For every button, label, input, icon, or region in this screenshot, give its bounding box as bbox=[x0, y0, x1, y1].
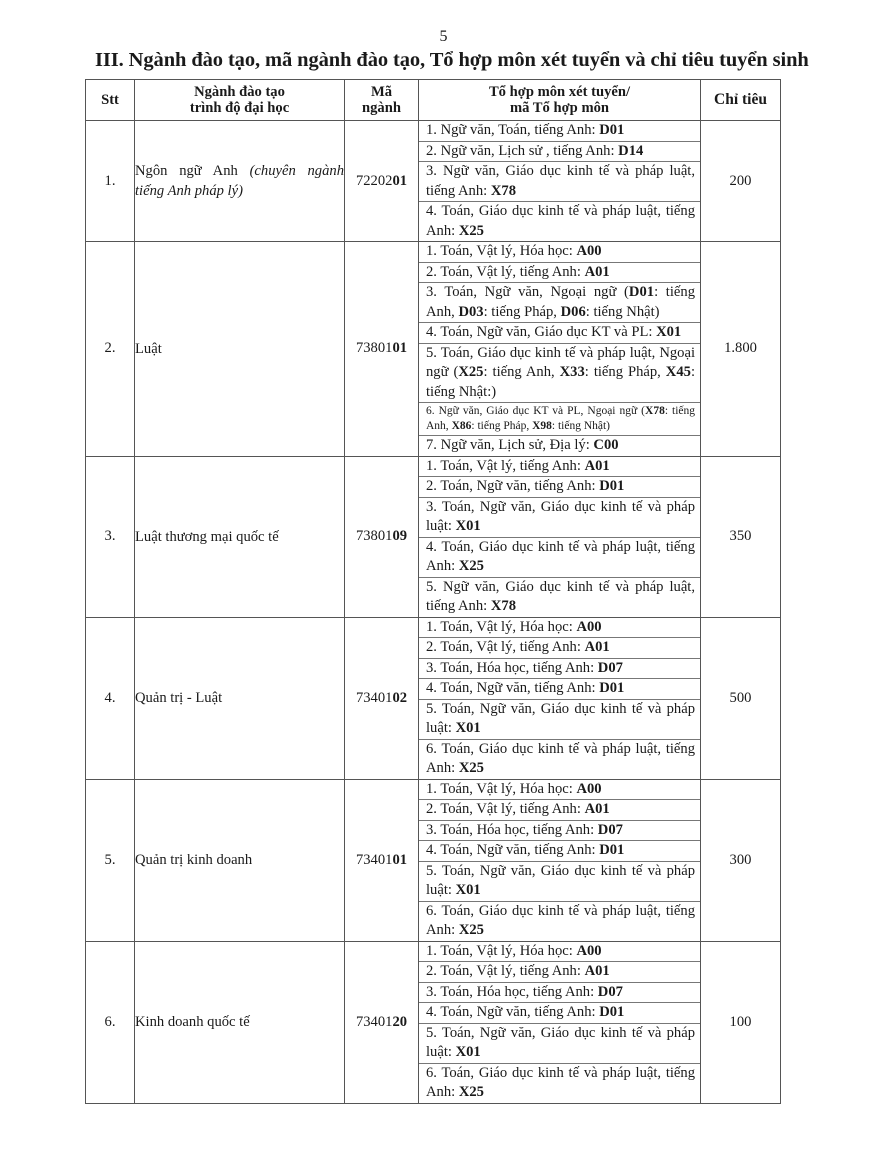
combo-item bbox=[419, 262, 700, 283]
header-quota bbox=[701, 80, 781, 121]
combo-text: 4. Toán, Giáo dục kinh tế và pháp luật, tiếng Anh: bbox=[426, 203, 695, 239]
combo-item bbox=[419, 161, 700, 201]
combo-item bbox=[419, 678, 700, 699]
combo-code: A00 bbox=[576, 243, 602, 259]
combo-code: X33 bbox=[559, 364, 585, 380]
major-code-suffix: 01 bbox=[392, 340, 408, 357]
row-major-name bbox=[135, 242, 345, 457]
combo-code: X01 bbox=[455, 518, 481, 534]
row-quota: 300 bbox=[701, 779, 781, 941]
combo-text: 6. Ngữ văn, Giáo dục KT và PL, Ngoại ngữ ( bbox=[426, 405, 646, 417]
combo-code: D07 bbox=[597, 821, 623, 838]
combo-text: : tiếng Nhật) bbox=[551, 420, 611, 432]
combo-text: : tiếng Anh, bbox=[426, 284, 695, 320]
table-header bbox=[86, 80, 781, 121]
major-code-prefix: 73401 bbox=[355, 851, 393, 868]
combo-text: 5. Toán, Ngữ văn, Giáo dục kinh tế và pháp luật: bbox=[426, 862, 695, 898]
combo-code: A01 bbox=[584, 639, 610, 655]
combo-item bbox=[419, 840, 700, 861]
row-combos bbox=[419, 242, 701, 457]
row-major-code bbox=[345, 941, 419, 1103]
row-stt: 6. bbox=[86, 941, 135, 1103]
combo-text: 3. Toán, Ngữ văn, Giáo dục kinh tế và pháp luật: bbox=[426, 498, 695, 534]
row-major-code bbox=[345, 779, 419, 941]
major-code-prefix: 73801 bbox=[355, 340, 393, 357]
combo-text: 2. Toán, Vật lý, tiếng Anh: bbox=[426, 963, 585, 979]
combo-text: 6. Toán, Giáo dục kinh tế và pháp luật, tiếng Anh: bbox=[426, 740, 695, 776]
row-stt: 2. bbox=[86, 242, 135, 457]
combo-text: 2. Toán, Vật lý, tiếng Anh: bbox=[426, 639, 585, 655]
row-quota: 1.800 bbox=[701, 242, 781, 457]
combo-code: X98 bbox=[532, 420, 552, 432]
row-major-code bbox=[345, 121, 419, 242]
combo-item bbox=[419, 820, 700, 841]
combo-text: 5. Toán, Ngữ văn, Giáo dục kinh tế và pháp luật: bbox=[426, 1024, 695, 1060]
row-stt: 1. bbox=[86, 121, 135, 242]
row-major-code bbox=[345, 456, 419, 617]
combo-item bbox=[419, 476, 700, 497]
header-major-line1: Ngành đào tạo bbox=[194, 84, 285, 100]
combo-text: : tiếng Anh, bbox=[483, 364, 560, 380]
major-code-suffix: 01 bbox=[392, 851, 408, 868]
header-combo bbox=[419, 80, 701, 121]
combo-text: 3. Toán, Hóa học, tiếng Anh: bbox=[426, 821, 598, 838]
combo-code: D01 bbox=[628, 284, 655, 300]
combo-code: D01 bbox=[599, 478, 625, 494]
combo-item bbox=[419, 121, 700, 141]
row-major-name bbox=[135, 617, 345, 779]
combo-text: 4. Toán, Ngữ văn, Giáo dục KT và PL: bbox=[426, 324, 657, 340]
admission-table bbox=[85, 79, 781, 1104]
combo-item bbox=[419, 497, 700, 537]
combo-item bbox=[419, 961, 700, 982]
combo-item bbox=[419, 658, 700, 679]
combo-code: A01 bbox=[584, 263, 610, 280]
row-major-name bbox=[135, 779, 345, 941]
combo-code: X25 bbox=[458, 364, 484, 380]
combo-item bbox=[419, 343, 700, 403]
major-code-prefix: 73401 bbox=[355, 1013, 393, 1030]
combo-item bbox=[419, 1063, 700, 1103]
combo-item bbox=[419, 282, 700, 322]
row-major-name bbox=[135, 941, 345, 1103]
table-body bbox=[86, 121, 781, 1104]
major-note: (chuyên ngành tiếng Anh pháp lý) bbox=[135, 163, 344, 199]
combo-code: C00 bbox=[593, 437, 619, 453]
header-row bbox=[86, 80, 781, 121]
header-code-line1: Mã bbox=[370, 84, 393, 100]
combo-text: : tiếng Anh, bbox=[426, 405, 695, 432]
header-stt-label: Stt bbox=[101, 92, 119, 108]
major-name: Quản trị - Luật bbox=[135, 690, 223, 706]
combo-item bbox=[419, 901, 700, 941]
row-combos bbox=[419, 941, 701, 1103]
row-quota: 350 bbox=[701, 456, 781, 617]
combo-text: 2. Toán, Vật lý, tiếng Anh: bbox=[426, 801, 585, 817]
combo-code: X25 bbox=[458, 558, 484, 574]
table-row bbox=[86, 456, 781, 617]
combo-item bbox=[419, 322, 700, 343]
combo-item bbox=[419, 1002, 700, 1023]
combo-item bbox=[419, 457, 700, 477]
combo-item bbox=[419, 141, 700, 162]
row-combos bbox=[419, 617, 701, 779]
combo-code: X78 bbox=[645, 405, 665, 417]
combo-text: : tiếng Pháp, bbox=[471, 420, 533, 432]
major-code-suffix: 01 bbox=[392, 172, 408, 189]
header-stt bbox=[86, 80, 135, 121]
header-combo-line1: Tổ hợp môn xét tuyển/ bbox=[488, 84, 631, 100]
row-stt: 5. bbox=[86, 779, 135, 941]
major-code-suffix: 09 bbox=[392, 528, 408, 544]
major-code-prefix: 73801 bbox=[355, 528, 393, 544]
combo-text: 1. Toán, Vật lý, Hóa học: bbox=[426, 780, 577, 797]
combo-item bbox=[419, 699, 700, 739]
combo-text: 2. Toán, Ngữ văn, tiếng Anh: bbox=[426, 478, 600, 494]
combo-item bbox=[419, 1023, 700, 1063]
combo-text: 3. Ngữ văn, Giáo dục kinh tế và pháp luật, tiếng Anh: bbox=[426, 163, 695, 199]
combo-item bbox=[419, 799, 700, 820]
combo-code: A00 bbox=[576, 942, 602, 959]
row-stt: 4. bbox=[86, 617, 135, 779]
combo-text: 4. Toán, Ngữ văn, tiếng Anh: bbox=[426, 1004, 600, 1020]
combo-code: A00 bbox=[576, 780, 602, 797]
combo-text: : tiếng Pháp, bbox=[584, 364, 666, 380]
header-major bbox=[135, 80, 345, 121]
combo-text: : tiếng Nhật:) bbox=[426, 364, 695, 400]
combo-text: 6. Toán, Giáo dục kinh tế và pháp luật, tiếng Anh: bbox=[426, 1064, 695, 1100]
combo-code: A01 bbox=[584, 457, 610, 474]
combo-text: : tiếng Nhật) bbox=[585, 303, 660, 320]
combo-text: 5. Toán, Ngữ văn, Giáo dục kinh tế và pháp luật: bbox=[426, 700, 695, 736]
combo-item bbox=[419, 201, 700, 241]
major-code-suffix: 02 bbox=[392, 689, 408, 706]
row-quota: 100 bbox=[701, 941, 781, 1103]
major-name: Luật bbox=[135, 340, 162, 357]
combo-text: 7. Ngữ văn, Lịch sử, Địa lý: bbox=[426, 437, 594, 453]
combo-text: 3. Toán, Ngữ văn, Ngoại ngữ ( bbox=[426, 284, 629, 300]
combo-item bbox=[419, 435, 700, 456]
combo-text: 2. Toán, Vật lý, tiếng Anh: bbox=[426, 263, 585, 280]
combo-item bbox=[419, 942, 700, 962]
combo-item bbox=[419, 861, 700, 901]
combo-text: 5. Toán, Giáo dục kinh tế và pháp luật, Ngoại ngữ ( bbox=[426, 344, 695, 380]
combo-item bbox=[419, 577, 700, 617]
combo-code: A01 bbox=[584, 963, 610, 979]
combo-item bbox=[419, 537, 700, 577]
combo-item bbox=[419, 618, 700, 638]
major-name: Ngôn ngữ Anh bbox=[135, 163, 238, 179]
combo-text: 1. Toán, Vật lý, Hóa học: bbox=[426, 942, 577, 959]
row-combos bbox=[419, 779, 701, 941]
combo-text: 1. Toán, Vật lý, Hóa học: bbox=[426, 618, 577, 635]
major-name: Luật thương mại quốc tế bbox=[135, 528, 279, 545]
combo-code: X01 bbox=[455, 1044, 481, 1060]
combo-code: D07 bbox=[597, 659, 623, 676]
row-combos bbox=[419, 121, 701, 242]
combo-item bbox=[419, 982, 700, 1003]
header-code-line2: ngành bbox=[362, 100, 401, 116]
combo-text: 4. Toán, Ngữ văn, tiếng Anh: bbox=[426, 680, 600, 696]
header-code bbox=[345, 80, 419, 121]
major-name: Quản trị kinh doanh bbox=[135, 852, 253, 868]
combo-text: 6. Toán, Giáo dục kinh tế và pháp luật, tiếng Anh: bbox=[426, 902, 695, 938]
combo-code: X86 bbox=[451, 420, 472, 432]
combo-item bbox=[419, 242, 700, 262]
row-quota: 200 bbox=[701, 121, 781, 242]
combo-code: X01 bbox=[455, 882, 481, 898]
combo-code: D07 bbox=[597, 983, 623, 1000]
combo-code: A01 bbox=[584, 801, 610, 817]
header-quota-label: Chỉ tiêu bbox=[714, 91, 767, 108]
row-major-name bbox=[135, 456, 345, 617]
row-major-code bbox=[345, 242, 419, 457]
combo-code: D14 bbox=[618, 142, 644, 159]
combo-item bbox=[419, 780, 700, 800]
combo-code: D01 bbox=[599, 680, 625, 696]
row-major-name bbox=[135, 121, 345, 242]
section-title: III. Ngành đào tạo, mã ngành đào tạo, Tổ hợp môn xét tuyển và chỉ tiêu tuyển sinh bbox=[95, 49, 809, 71]
row-quota: 500 bbox=[701, 617, 781, 779]
combo-code: X25 bbox=[458, 1084, 484, 1100]
major-code-prefix: 73401 bbox=[355, 689, 393, 706]
combo-code: X45 bbox=[665, 364, 691, 380]
combo-item bbox=[419, 637, 700, 658]
row-major-code bbox=[345, 617, 419, 779]
combo-text: 4. Toán, Ngữ văn, tiếng Anh: bbox=[426, 842, 600, 858]
header-combo-line2: mã Tổ hợp môn bbox=[509, 100, 610, 116]
combo-text: 3. Toán, Hóa học, tiếng Anh: bbox=[426, 659, 598, 676]
major-code-prefix: 72202 bbox=[355, 172, 393, 189]
combo-code: D01 bbox=[599, 1004, 625, 1020]
combo-text: 3. Toán, Hóa học, tiếng Anh: bbox=[426, 983, 598, 1000]
table-row bbox=[86, 941, 781, 1103]
combo-code: A00 bbox=[576, 618, 602, 635]
major-code-suffix: 20 bbox=[392, 1013, 408, 1030]
combo-text: 1. Toán, Vật lý, Hóa học: bbox=[426, 243, 577, 259]
combo-text: 5. Ngữ văn, Giáo dục kinh tế và pháp luật, tiếng Anh: bbox=[426, 578, 695, 614]
combo-text: : tiếng Pháp, bbox=[483, 303, 561, 320]
combo-code: D01 bbox=[599, 842, 625, 858]
combo-code: X25 bbox=[458, 760, 484, 776]
combo-code: D03 bbox=[458, 303, 484, 320]
combo-text: 1. Ngữ văn, Toán, tiếng Anh: bbox=[426, 122, 600, 138]
table-row bbox=[86, 121, 781, 242]
table-row bbox=[86, 617, 781, 779]
combo-code: X78 bbox=[490, 182, 516, 199]
combo-item bbox=[419, 402, 700, 435]
combo-code: D06 bbox=[560, 303, 586, 320]
combo-item bbox=[419, 739, 700, 779]
table-row bbox=[86, 779, 781, 941]
row-combos bbox=[419, 456, 701, 617]
page-number: 5 bbox=[439, 28, 448, 45]
combo-code: X25 bbox=[458, 922, 484, 938]
table-row bbox=[86, 242, 781, 457]
combo-code: X25 bbox=[458, 222, 484, 239]
header-major-line2: trình độ đại học bbox=[189, 100, 290, 116]
major-name: Kinh doanh quốc tế bbox=[135, 1014, 250, 1030]
combo-code: X01 bbox=[455, 720, 481, 736]
row-stt: 3. bbox=[86, 456, 135, 617]
combo-code: D01 bbox=[599, 122, 625, 138]
combo-text: 2. Ngữ văn, Lịch sử , tiếng Anh: bbox=[426, 142, 619, 159]
combo-text: 4. Toán, Giáo dục kinh tế và pháp luật, tiếng Anh: bbox=[426, 538, 695, 574]
combo-code: X78 bbox=[490, 598, 516, 614]
combo-code: X01 bbox=[656, 324, 682, 340]
combo-text: 1. Toán, Vật lý, tiếng Anh: bbox=[426, 457, 585, 474]
